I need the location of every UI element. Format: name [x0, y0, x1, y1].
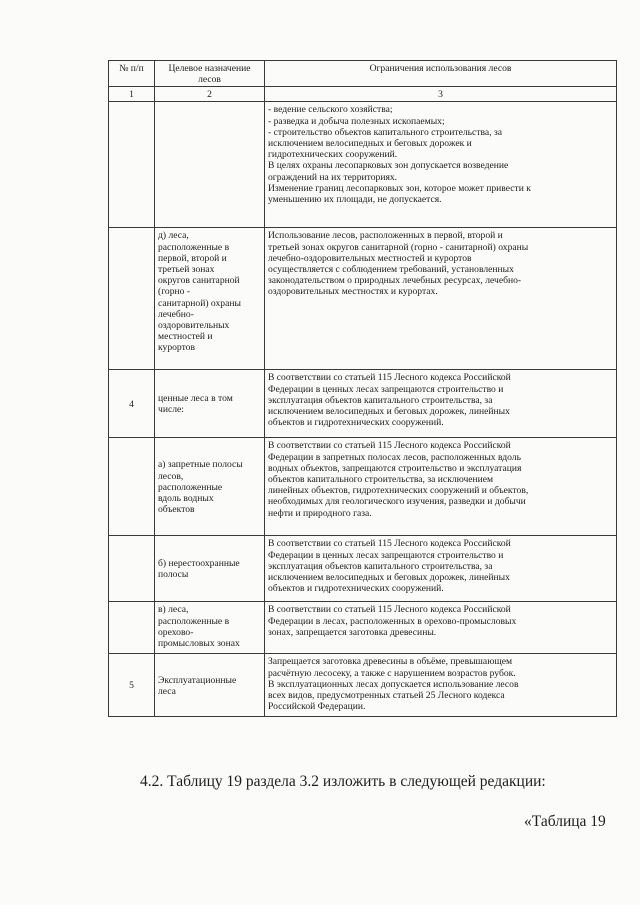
table-row [109, 536, 617, 602]
table-row [109, 654, 617, 717]
header-purpose-line: Целевое назначение [168, 63, 251, 74]
restriction-cell [265, 228, 617, 370]
restriction-line: Запрещается заготовка древесины в объёме, превышающем [268, 656, 513, 668]
purpose-cell [155, 102, 265, 228]
restriction-line: В соответствии со статьей 115 Лесного кодекса Российской [268, 440, 511, 452]
restriction-line: В целях охраны лесопарковых зон допускается возведение [268, 160, 509, 172]
header-purpose-line: лесов [198, 74, 221, 86]
restriction-line: объектов и гидротехнических сооружений. [268, 583, 444, 595]
purpose-line: полосы [158, 569, 189, 581]
purpose-line: орехово- [158, 626, 194, 638]
restriction-line: - разведка и добыча полезных ископаемых; [268, 115, 445, 127]
purpose-line: курортов [158, 342, 195, 354]
restriction-line: Федерации в запретных полосах лесов, расположенных вдоль [268, 451, 521, 463]
row-number-cell [109, 438, 155, 536]
restriction-line: эксплуатация объектов капитального строительства, за [268, 394, 493, 406]
purpose-line: объектов [158, 504, 195, 516]
purpose-line: третьей зонах [158, 264, 215, 276]
restriction-line: В соответствии со статьей 115 Лесного кодекса Российской [268, 604, 511, 616]
purpose-line: числе: [158, 404, 184, 416]
purpose-line: местностей и [158, 331, 213, 343]
purpose-cell [155, 654, 265, 717]
header-restrictions: Ограничения использования лесов [265, 61, 617, 87]
restriction-cell [265, 654, 617, 717]
purpose-line: расположенные в [158, 241, 230, 253]
restriction-line: В соответствии со статьей 115 Лесного кодекса Российской [268, 538, 511, 550]
purpose-line: санитарной) охраны [158, 297, 241, 309]
header-purpose [155, 61, 265, 87]
restriction-line: Федерации в ценных лесах запрещаются строительство и [268, 383, 504, 395]
restriction-line: ограждений на их территориях. [268, 171, 398, 183]
purpose-line: леса [158, 685, 176, 697]
restriction-line: - строительство объектов капитального строительства, за [268, 126, 503, 138]
restriction-line: водных объектов, запрещаются строительство и эксплуатация [268, 462, 522, 474]
column-number: 3 [265, 87, 617, 102]
purpose-cell [155, 438, 265, 536]
purpose-line: а) запретные полосы [158, 459, 243, 471]
restriction-line: уменьшению их площади, не допускается. [268, 194, 442, 206]
restriction-line: Изменение границ лесопарковых зон, которое может привести к [268, 182, 531, 194]
purpose-cell [155, 370, 265, 438]
forest-restrictions-table [108, 60, 617, 717]
restriction-cell [265, 102, 617, 228]
section-paragraph: 4.2. Таблицу 19 раздела 3.2 изложить в следующей редакции: [140, 773, 546, 790]
restriction-line: нефти и природного газа. [268, 507, 372, 519]
restriction-line: Федерации в лесах, расположенных в орехово-промысловых [268, 615, 517, 627]
purpose-line: в) леса, [158, 604, 189, 616]
column-number: 2 [155, 87, 265, 102]
restriction-line: исключением велосипедных и беговых дорожек, линейных [268, 406, 510, 418]
purpose-line: первой, второй и [158, 252, 227, 264]
restriction-line: законодательством о природных лечебных ресурсах, лечебно- [268, 275, 522, 287]
restriction-line: Федерации в ценных лесах запрещаются строительство и [268, 549, 504, 561]
purpose-line: ценные леса в том [158, 393, 233, 405]
purpose-cell [155, 228, 265, 370]
header-number: № п/п [109, 61, 155, 87]
row-number-cell: 4 [109, 370, 155, 438]
purpose-cell [155, 536, 265, 602]
purpose-line: оздоровительных [158, 320, 230, 332]
restriction-cell [265, 536, 617, 602]
restriction-line: В соответствии со статьей 115 Лесного кодекса Российской [268, 372, 511, 384]
row-number-cell [109, 102, 155, 228]
restriction-line: объектов и гидротехнических сооружений. [268, 417, 444, 429]
restriction-line: эксплуатация объектов капитального строительства, за [268, 560, 493, 572]
table-row [109, 370, 617, 438]
restriction-line: Российской Федерации. [268, 701, 366, 713]
purpose-line: промысловых зонах [158, 638, 240, 650]
restriction-line: зонах, запрещается заготовка древесины. [268, 626, 437, 638]
restriction-cell [265, 370, 617, 438]
restriction-cell [265, 602, 617, 654]
purpose-line: вдоль водных [158, 493, 214, 504]
restriction-line: объектов капитального строительства, за исключением [268, 474, 494, 486]
restriction-line: третьей зонах округов санитарной (горно - санитарной) охраны [268, 241, 529, 253]
purpose-line: д) леса, [158, 230, 189, 242]
restriction-line: - ведение сельского хозяйства; [268, 104, 393, 116]
row-number-cell: 5 [109, 654, 155, 717]
restriction-line: исключением велосипедных и беговых дорожек и [268, 138, 472, 150]
row-number-cell [109, 602, 155, 654]
column-number: 1 [109, 87, 155, 102]
purpose-line: округов санитарной [158, 275, 240, 287]
table-caption: «Таблица 19 [524, 813, 606, 830]
purpose-line: расположенные [158, 481, 223, 493]
purpose-line: расположенные в [158, 615, 230, 627]
restriction-line: исключением велосипедных и беговых дорожек, линейных [268, 572, 510, 584]
purpose-cell [155, 602, 265, 654]
table-row [109, 438, 617, 536]
row-number-cell [109, 228, 155, 370]
restriction-line: необходимых для геологического изучения, разведки и добычи [268, 496, 526, 508]
restriction-line: гидротехнических сооружений. [268, 149, 398, 161]
restriction-line: всех видов, предусмотренных статьей 25 Лесного кодекса [268, 690, 505, 702]
table-header-row [109, 61, 617, 87]
restriction-line: В эксплуатационных лесах допускается использование лесов [268, 678, 519, 690]
restriction-line: Использование лесов, расположенных в первой, второй и [268, 230, 503, 242]
restriction-line: расчётную лесосеку, а также с нарушением возрастов рубок. [268, 667, 516, 679]
purpose-line: лечебно- [158, 308, 194, 320]
column-number-row [109, 87, 617, 102]
row-number-cell [109, 536, 155, 602]
purpose-line: б) нерестоохранные [158, 558, 240, 570]
table-row [109, 102, 617, 228]
restriction-line: осуществляется с соблюдением требований, установленных [268, 264, 514, 276]
purpose-line: (горно - [158, 286, 191, 298]
restriction-line: линейных объектов, гидротехнических сооружений и объектов, [268, 485, 529, 497]
restriction-cell [265, 438, 617, 536]
purpose-line: Эксплуатационные [158, 674, 237, 686]
purpose-line: лесов, [158, 470, 184, 482]
restriction-line: оздоровительных местностях и курортах. [268, 286, 438, 298]
table-row [109, 228, 617, 370]
table-row [109, 602, 617, 654]
restriction-line: лечебно-оздоровительных местностей и курортов [268, 252, 472, 264]
